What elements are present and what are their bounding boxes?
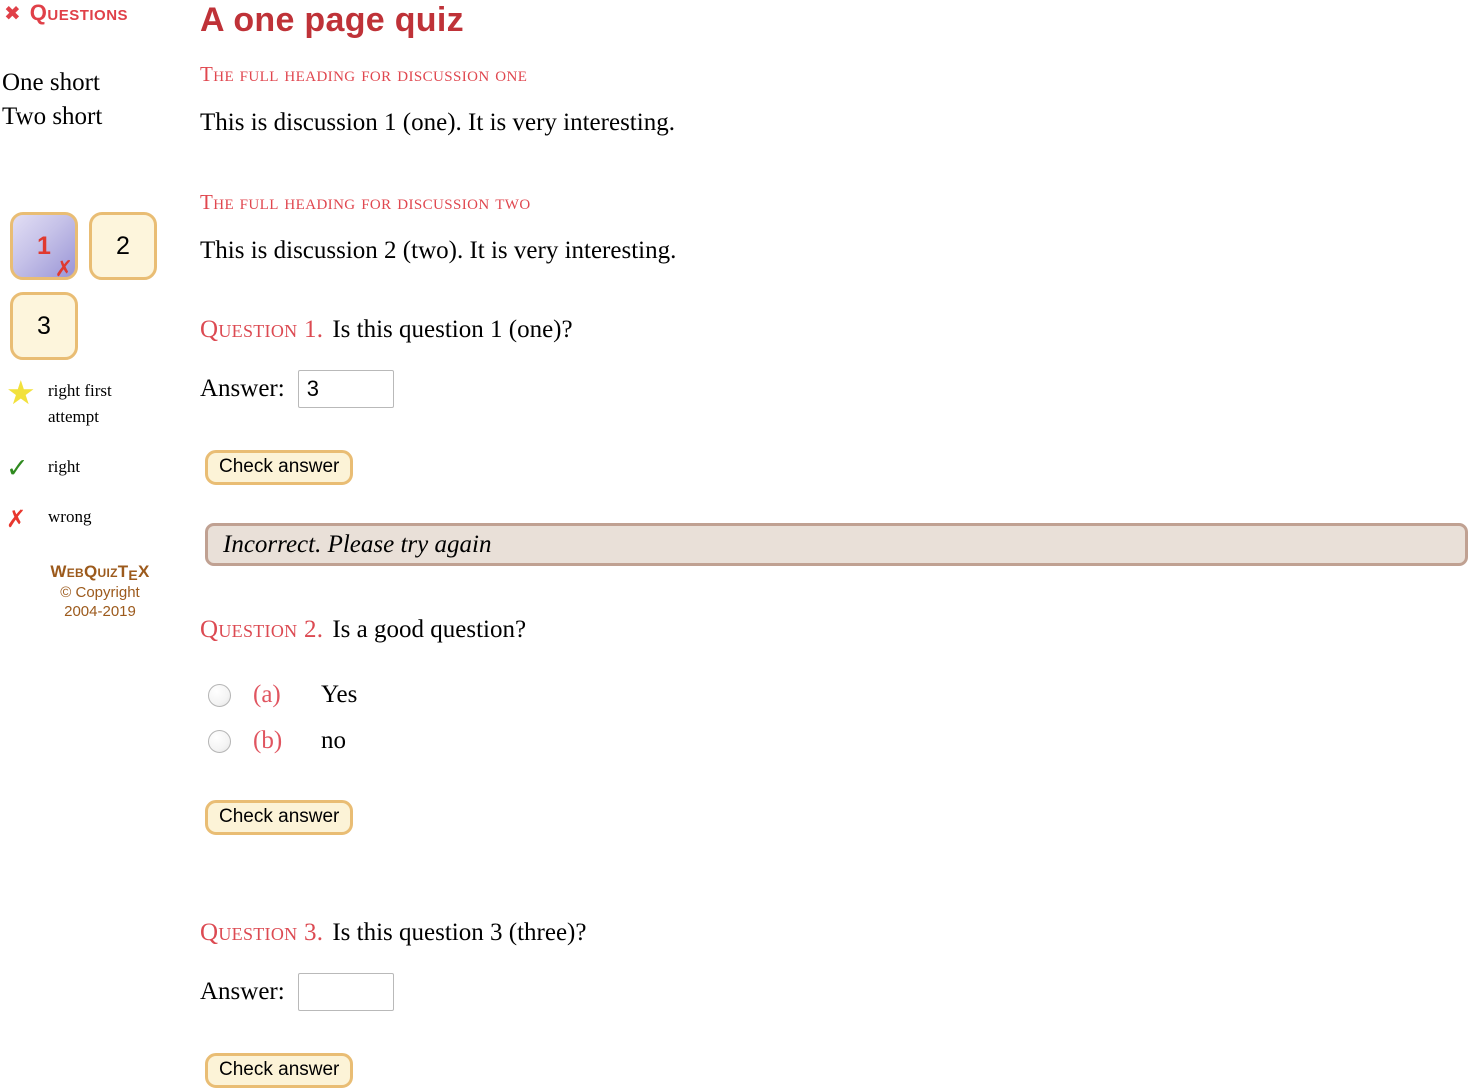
question-button-1-label: 1 [37, 231, 51, 260]
discussion-two-text: This is discussion 2 (two). It is very interesting. [200, 237, 677, 264]
question-2-text: Is a good question? [332, 616, 527, 643]
copyright-line: © Copyright [60, 584, 140, 601]
option-b-label: no [321, 727, 346, 754]
feedback-banner [205, 523, 1468, 566]
answer-input-q1[interactable] [298, 370, 394, 408]
legend-label-right: right [48, 457, 81, 476]
answer-input-q3[interactable] [298, 973, 394, 1011]
feedback-text: Incorrect. Please try again [223, 530, 492, 558]
question-1-text: Is this question 1 (one)? [332, 316, 573, 343]
discussion-one-text: This is discussion 1 (one). It is very interesting. [200, 109, 675, 136]
question-3 [200, 917, 1471, 949]
question-button-2[interactable]: 2 [89, 212, 157, 280]
question-3-answer-row [200, 973, 1471, 1011]
logo-t: T [117, 562, 129, 581]
question-3-label: Question 3. [200, 919, 324, 946]
sidebar-link-two-short[interactable]: Two short [2, 103, 103, 130]
copyright-years: 2004-2019 [64, 603, 136, 620]
discussion-two-heading: The full heading for discussion two [200, 190, 531, 214]
questions-header-label: Questions [29, 0, 129, 25]
logo-x: X [138, 562, 150, 581]
close-icon[interactable]: ✖ [4, 1, 21, 25]
option-a-label: Yes [321, 681, 358, 708]
option-b-marker: (b) [253, 727, 283, 754]
question-3-text: Is this question 3 (three)? [332, 919, 587, 946]
wrong-mark-icon: ✗ [54, 257, 73, 282]
check-icon: ✓ [6, 453, 29, 484]
legend-label-wrong: wrong [48, 507, 92, 526]
legend-label-right-first: right first attempt [48, 381, 112, 426]
check-answer-button-q2[interactable]: Check answer [205, 800, 353, 835]
logo-webquiz: WebQuiz [50, 562, 118, 581]
question-1-answer-label: Answer: [200, 375, 285, 402]
cross-icon: ✗ [6, 505, 27, 533]
question-1-label: Question 1. [200, 316, 324, 343]
question-1 [200, 314, 1471, 346]
discussion-one-heading: The full heading for discussion one [200, 62, 528, 86]
page-title: A one page quiz [200, 1, 464, 39]
question-2-label: Question 2. [200, 616, 324, 643]
option-a-marker: (a) [253, 681, 281, 708]
question-3-answer-label: Answer: [200, 978, 285, 1005]
logo-e: E [128, 567, 139, 583]
star-icon: ★ [6, 373, 36, 412]
option-row-b [208, 718, 1471, 764]
question-1-answer-row [200, 370, 1471, 408]
question-2-options [208, 672, 1471, 764]
radio-option-b[interactable] [208, 730, 231, 753]
option-row-a [208, 672, 1471, 718]
question-button-3[interactable]: 3 [10, 292, 78, 360]
check-answer-button-q3[interactable]: Check answer [205, 1053, 353, 1088]
check-answer-button-q1[interactable]: Check answer [205, 450, 353, 485]
radio-option-a[interactable] [208, 684, 231, 707]
question-2 [200, 614, 1471, 646]
sidebar-link-one-short[interactable]: One short [2, 69, 100, 96]
